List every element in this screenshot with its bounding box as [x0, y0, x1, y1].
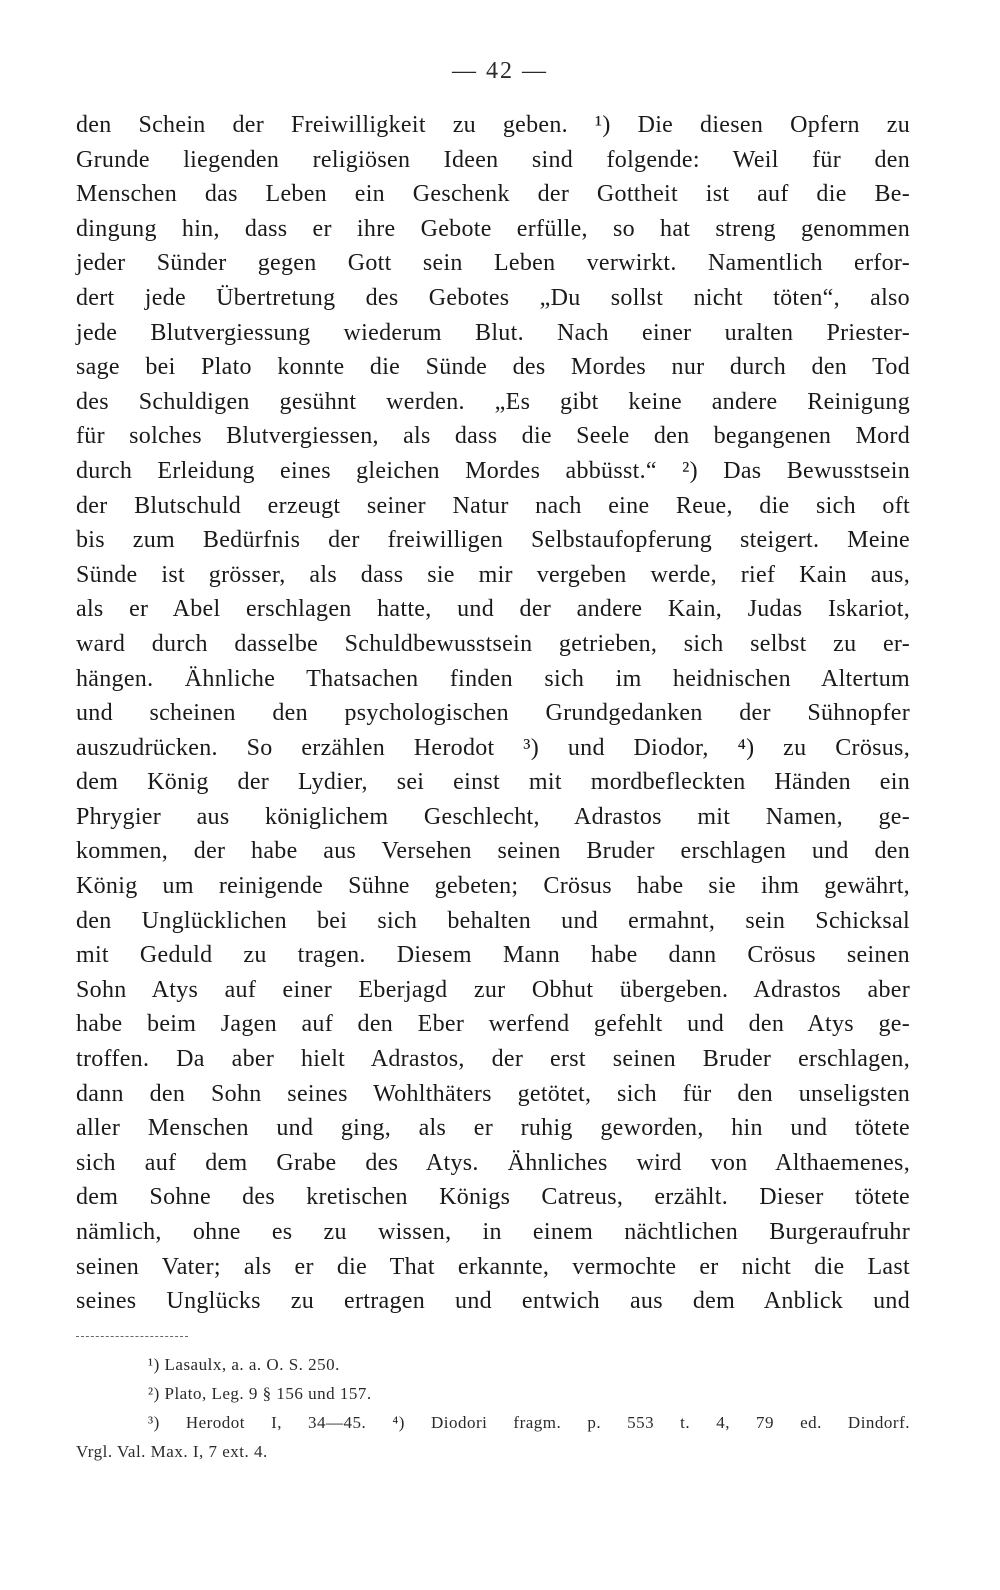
text-line: durch Erleidung eines gleichen Mordes abbüsst.“ ²) Das Bewusstsein — [76, 457, 910, 484]
text-line: für solches Blutvergiessen, als dass die Seele den begangenen Mord — [76, 423, 910, 450]
text-line: Menschen das Leben ein Geschenk der Gottheit ist auf die Be- — [76, 181, 910, 208]
footnote-1: ¹) Lasaulx, a. a. O. S. 250. — [148, 1355, 340, 1374]
text-line: dem König der Lydier, sei einst mit mordbefleckten Händen ein — [76, 769, 910, 796]
text-line: dann den Sohn seines Wohlthäters getötet, sich für den unseligsten — [76, 1080, 910, 1107]
text-line: jede Blutvergiessung wiederum Blut. Nach einer uralten Priester- — [76, 319, 910, 346]
text-line: als er Abel erschlagen hatte, und der andere Kain, Judas Iskariot, — [76, 596, 910, 623]
text-line: aller Menschen und ging, als er ruhig geworden, hin und tötete — [76, 1115, 910, 1142]
text-line: ward durch dasselbe Schuldbewusstsein getrieben, sich selbst zu er- — [76, 630, 910, 657]
text-line: Phrygier aus königlichem Geschlecht, Adrastos mit Namen, ge- — [76, 803, 910, 830]
text-line: sich auf dem Grabe des Atys. Ähnliches wird von Althaemenes, — [76, 1149, 910, 1176]
text-line: sage bei Plato konnte die Sünde des Mordes nur durch den Tod — [76, 354, 910, 381]
text-line: auszudrücken. So erzählen Herodot ³) und Diodor, ⁴) zu Crösus, — [76, 734, 910, 761]
text-line: und scheinen den psychologischen Grundgedanken der Sühnopfer — [76, 700, 910, 727]
text-line: dingung hin, dass er ihre Gebote erfülle, so hat streng genommen — [76, 215, 910, 242]
text-line: jeder Sünder gegen Gott sein Leben verwirkt. Namentlich erfor- — [76, 250, 910, 277]
text-line: Sohn Atys auf einer Eberjagd zur Obhut übergeben. Adrastos aber — [76, 976, 910, 1003]
text-line: seinen Vater; als er die That erkannte, vermochte er nicht die Last — [76, 1253, 910, 1280]
text-line: kommen, der habe aus Versehen seinen Bruder erschlagen und den — [76, 838, 910, 865]
text-line: König um reinigende Sühne gebeten; Crösus habe sie ihm gewährt, — [76, 873, 910, 900]
text-line: habe beim Jagen auf den Eber werfend gefehlt und den Atys ge- — [76, 1011, 910, 1038]
text-line: den Schein der Freiwilligkeit zu geben. ¹) Die diesen Opfern zu — [76, 112, 910, 138]
text-line: mit Geduld zu tragen. Diesem Mann habe dann Crösus seinen — [76, 942, 910, 969]
text-line: der Blutschuld erzeugt seiner Natur nach eine Reue, die sich oft — [76, 492, 910, 519]
text-line: nämlich, ohne es zu wissen, in einem nächtlichen Burgeraufruhr — [76, 1219, 910, 1245]
body-text — [76, 108, 910, 1319]
text-line: hängen. Ähnliche Thatsachen finden sich im heidnischen Altertum — [76, 665, 910, 692]
footnote-2: ²) Plato, Leg. 9 § 156 und 157. — [148, 1384, 372, 1403]
text-line: bis zum Bedürfnis der freiwilligen Selbstaufopferung steigert. Meine — [76, 527, 910, 554]
text-line: troffen. Da aber hielt Adrastos, der erst seinen Bruder erschlagen, — [76, 1046, 910, 1073]
text-line: dem Sohne des kretischen Königs Catreus, erzählt. Dieser tötete — [76, 1184, 910, 1211]
footnote-continuation: Vrgl. Val. Max. I, 7 ext. 4. — [76, 1442, 268, 1461]
footnote-divider — [76, 1336, 188, 1337]
text-line: Grunde liegenden religiösen Ideen sind folgende: Weil für den — [76, 146, 910, 173]
footnotes — [76, 1350, 910, 1466]
footnote-3-4: ³) Herodot I, 34—45. ⁴) Diodori fragm. p. 553 t. 4, 79 ed. Dindorf. — [148, 1413, 910, 1432]
text-line: Sünde ist grösser, als dass sie mir vergeben werde, rief Kain aus, — [76, 561, 910, 588]
text-line: den Unglücklichen bei sich behalten und ermahnt, sein Schicksal — [76, 907, 910, 934]
text-line: dert jede Übertretung des Gebotes „Du sollst nicht töten“, also — [76, 284, 910, 311]
text-line: seines Unglücks zu ertragen und entwich aus dem Anblick und — [76, 1288, 910, 1315]
page-number: — 42 — — [452, 58, 548, 84]
text-line: des Schuldigen gesühnt werden. „Es gibt keine andere Reinigung — [76, 388, 910, 415]
